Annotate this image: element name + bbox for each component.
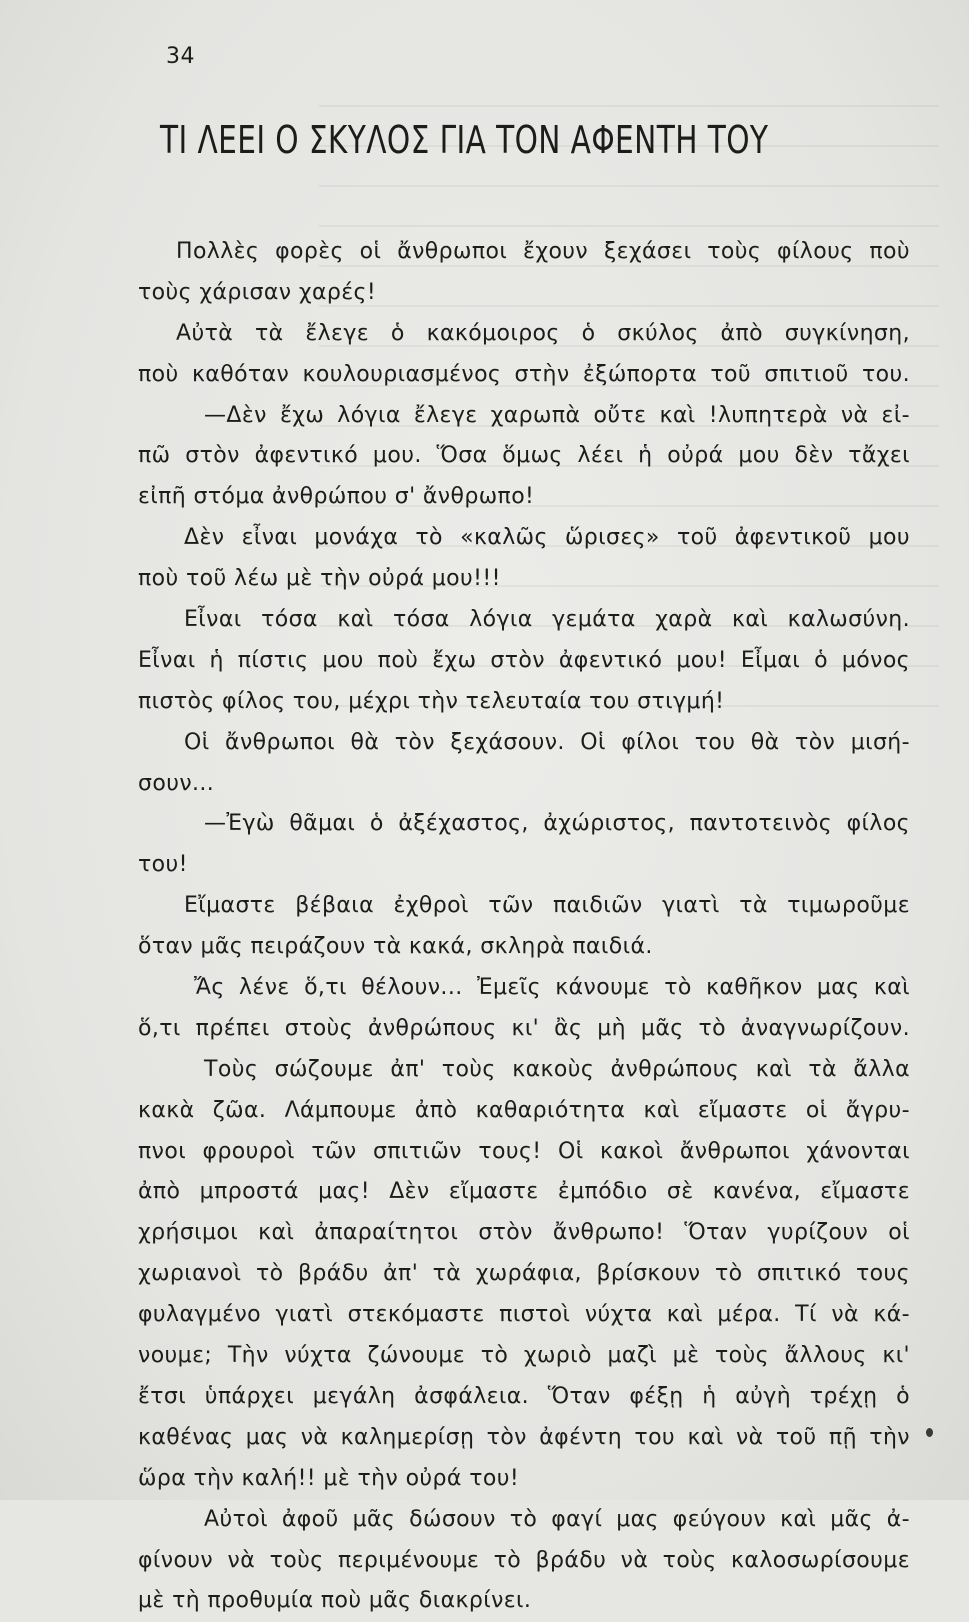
text-line: πνοι φρουροὶ τῶν σπιτιῶν τους! Οἱ κακοὶ ἄνθρωποι χάνονται — [138, 1138, 910, 1164]
text-line: Εἴμαστε βέβαια ἐχθροὶ τῶν παιδιῶν γιατὶ τὰ τιμωροῦμε — [184, 893, 910, 919]
text-line: φίνουν νὰ τοὺς περιμένουμε τὸ βράδυ νὰ τοὺς καλοσωρίσουμε — [138, 1547, 910, 1573]
text-line: καθένας μας νὰ καλημερίσῃ τὸν ἀφέντη του καὶ νὰ τοῦ πῇ τὴν — [138, 1424, 910, 1450]
text-line: ἀπὸ μπροστά μας! Δὲν εἴμαστε ἐμπόδιο σὲ κανένα, εἴμαστε — [138, 1179, 910, 1205]
text-line: ὅταν μᾶς πειράζουν τὰ κακά, σκληρὰ παιδιά. — [138, 934, 653, 960]
text-line: ποὺ τοῦ λέω μὲ τὴν οὐρά μου!!! — [138, 566, 501, 592]
text-line: ὥρα τὴν καλή!! μὲ τὴν οὐρά του! — [138, 1465, 520, 1491]
chapter-title: ΤΙ ΛΕΕΙ Ο ΣΚΥΛΟΣ ΓΙΑ ΤΟΝ ΑΦΕΝΤΗ ΤΟΥ — [160, 118, 769, 162]
text-line: —Ἐγὼ θᾶμαι ὁ ἀξέχαστος, ἀχώριστος, παντοτεινὸς φίλος — [204, 811, 910, 837]
ink-speck — [926, 1428, 933, 1437]
text-line: χρήσιμοι καὶ ἀπαραίτητοι στὸν ἄνθρωπο! Ὅταν γυρίζουν οἱ — [138, 1220, 910, 1246]
text-line: Εἶναι ἡ πίστις μου ποὺ ἔχω στὸν ἀφεντικό μου! Εἶμαι ὁ μόνος — [138, 647, 910, 673]
text-line: —Δὲν ἔχω λόγια ἔλεγε χαρωπὰ οὔτε καὶ !λυπητερὰ νὰ εἰ- — [204, 402, 910, 428]
text-line: τοὺς χάρισαν χαρές! — [138, 279, 377, 305]
text-line: Αὐτοὶ ἀφοῦ μᾶς δώσουν τὸ φαγί μας φεύγουν καὶ μᾶς ἀ- — [204, 1506, 910, 1532]
text-line: πῶ στὸν ἀφεντικό μου. Ὅσα ὅμως λέει ἡ οὐρά μου δὲν τἄχει — [138, 443, 910, 469]
text-line: εἰπῆ στόμα ἀνθρώπου σ' ἄνθρωπο! — [138, 484, 535, 510]
text-line: ποὺ καθόταν κουλουριασμένος στὴν ἐξώπορτα τοῦ σπιτιοῦ του. — [138, 361, 910, 387]
text-line: χωριανοὶ τὸ βράδυ ἀπ' τὰ χωράφια, βρίσκουν τὸ σπιτικό τους — [138, 1261, 910, 1287]
text-line: φυλαγμένο γιατὶ στεκόμαστε πιστοὶ νύχτα καὶ μέρα. Τί νὰ κά- — [138, 1302, 910, 1328]
body-text — [138, 232, 910, 1622]
text-line: Εἶναι τόσα καὶ τόσα λόγια γεμάτα χαρὰ καὶ καλωσύνη. — [184, 607, 910, 633]
text-line: μὲ τὴ προθυμία ποὺ μᾶς διακρίνει. — [138, 1588, 532, 1614]
text-line: πιστὸς φίλος του, μέχρι τὴν τελευταία του στιγμή! — [138, 688, 725, 714]
text-line: ἔτσι ὑπάρχει μεγάλη ἀσφάλεια. Ὅταν φέξῃ ἡ αὐγὴ τρέχῃ ὁ — [138, 1383, 910, 1409]
text-line: Τοὺς σώζουμε ἀπ' τοὺς κακοὺς ἀνθρώπους καὶ τὰ ἄλλα — [204, 1056, 910, 1082]
page-number: 34 — [166, 44, 195, 69]
text-line: ὅ,τι πρέπει στοὺς ἀνθρώπους κι' ἂς μὴ μᾶς τὸ ἀναγνωρίζουν. — [138, 1015, 910, 1041]
text-line: του! — [138, 852, 188, 878]
text-line: Οἱ ἄνθρωποι θὰ τὸν ξεχάσουν. Οἱ φίλοι του θὰ τὸν μισή- — [184, 729, 910, 755]
text-line: Πολλὲς φορὲς οἱ ἄνθρωποι ἔχουν ξεχάσει τοὺς φίλους ποὺ — [176, 239, 910, 264]
text-line: νουμε; Τὴν νύχτα ζώνουμε τὸ χωριὸ μαζὶ μὲ τοὺς ἄλλους κι' — [138, 1343, 910, 1369]
text-line: Δὲν εἶναι μονάχα τὸ «καλῶς ὥρισες» τοῦ ἀφεντικοῦ μου — [184, 525, 910, 551]
text-line: Ἄς λένε ὅ,τι θέλουν... Ἐμεῖς κάνουμε τὸ καθῆκον μας καὶ — [194, 975, 910, 1001]
text-line: κακὰ ζῶα. Λάμπουμε ἀπὸ καθαριότητα καὶ εἴμαστε οἱ ἄγρυ- — [138, 1097, 910, 1123]
text-line: Αὐτὰ τὰ ἔλεγε ὁ κακόμοιρος ὁ σκύλος ἀπὸ συγκίνηση, — [176, 320, 910, 346]
text-line: σουν... — [138, 770, 215, 796]
